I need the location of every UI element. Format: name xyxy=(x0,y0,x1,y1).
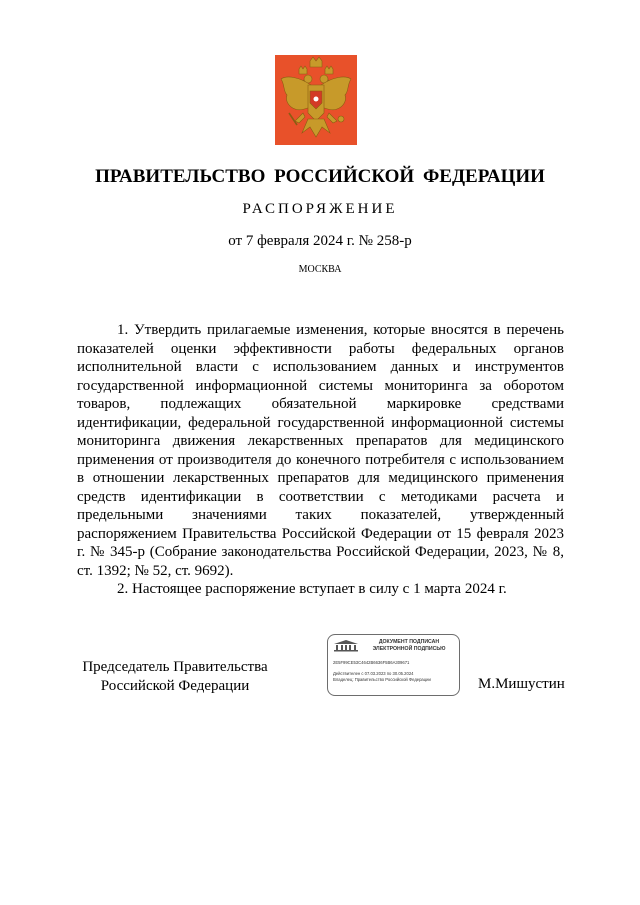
stamp-certificate: 2E5F99CE53C4642B6636F5B6A309671 xyxy=(333,660,410,665)
electronic-signature-stamp xyxy=(327,634,460,696)
document-body xyxy=(77,321,564,599)
government-building-icon xyxy=(333,639,359,652)
document-date-number: от 7 февраля 2024 г. № 258-р xyxy=(228,233,412,249)
stamp-title xyxy=(362,639,456,652)
paragraph-2: 2. Настоящее распоряжение вступает в силу с 1 марта 2024 г. xyxy=(117,581,507,597)
document-type: РАСПОРЯЖЕНИЕ xyxy=(242,201,398,217)
stamp-title-line2: ЭЛЕКТРОННОЙ ПОДПИСЬЮ xyxy=(372,645,446,652)
coat-of-arms-icon xyxy=(275,55,357,145)
paragraph-1: 1. Утвердить прилагаемые изменения, которые вносятся в перечень показателей оценки эффективности работы федеральных органов исполнительной власти с использованием данных и инструментов государственной информационной системы мониторинга за оборотом товаров, подлежащих обязательной маркировке средствами идентификации, федеральной государственной информационной системы мониторинга движения лекарственных препаратов для медицинского применения от производителя до конечного потребителя с использованием в отношении лекарственных препаратов для медицинского применения средств идентификации в соответствии с методиками расчета и предельными значениями таких показателей, утвержденный распоряжением Правительства Российской Федерации от 15 февраля 2023 г. № 345-р (Собрание законодательства Российской Федерации, 2023, № 8, ст. 1392; № 52, ст. 9692). xyxy=(77,322,564,579)
signatory-name: М.Мишустин xyxy=(478,676,565,692)
government-title: ПРАВИТЕЛЬСТВО РОССИЙСКОЙ ФЕДЕРАЦИИ xyxy=(95,166,545,187)
signatory-position-line1: Председатель Правительства xyxy=(82,659,268,675)
signatory-position xyxy=(80,658,270,695)
stamp-title-line1: ДОКУМЕНТ ПОДПИСАН xyxy=(378,639,440,645)
signatory-position-line2: Российской Федерации xyxy=(100,677,250,694)
stamp-validity: Действителен с 07.03.2023 по 30.05.2024 xyxy=(333,671,414,676)
document-city: МОСКВА xyxy=(298,264,342,275)
stamp-owner: Владелец: Правительство Российской Федерации xyxy=(333,677,431,682)
